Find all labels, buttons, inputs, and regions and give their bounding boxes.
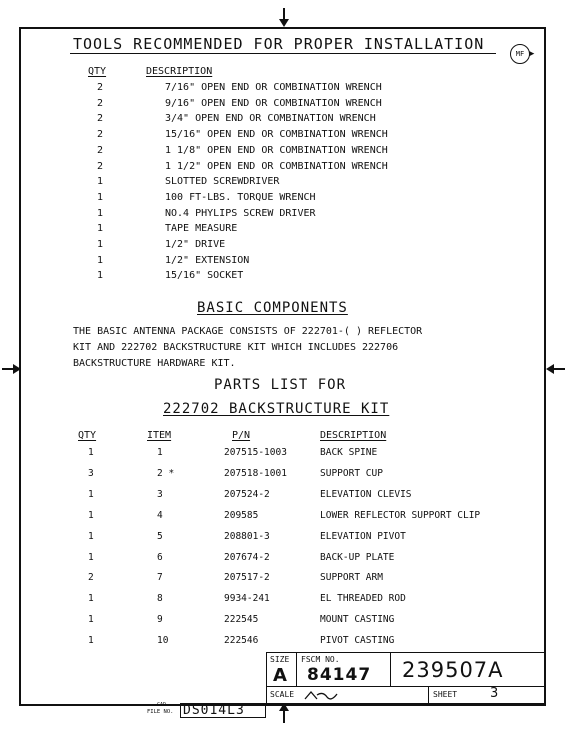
tools-desc-header: DESCRIPTION: [146, 66, 213, 77]
parts-item: 8: [157, 593, 163, 605]
fscm-label: FSCM NO.: [301, 655, 340, 664]
parts-desc: LOWER REFLECTOR SUPPORT CLIP: [320, 509, 481, 521]
tool-row: [0, 223, 567, 239]
scale-value: [303, 688, 343, 707]
parts-item: 6: [157, 551, 163, 563]
parts-pn: 222545: [224, 614, 259, 626]
tool-description: NO.4 PHYLIPS SCREW DRIVER: [165, 207, 316, 219]
basic-title: BASIC COMPONENTS: [197, 300, 348, 316]
tool-row: [0, 98, 567, 114]
tb-fscm-divider: [390, 652, 391, 686]
parts-item: 3: [157, 488, 163, 500]
parts-item: 4: [157, 509, 163, 521]
parts-row: [0, 552, 567, 572]
parts-title-2: 222702 BACKSTRUCTURE KIT: [163, 401, 390, 417]
parts-qty: 1: [88, 509, 94, 521]
tool-qty: 1: [97, 270, 104, 282]
parts-row: [0, 593, 567, 613]
tool-row: [0, 255, 567, 271]
scale-label: SCALE: [270, 690, 295, 699]
cad-file-number: DS014L3: [183, 703, 245, 718]
tool-qty: 1: [97, 207, 104, 219]
parts-qty: 1: [88, 635, 94, 647]
tool-row: [0, 113, 567, 129]
parts-pn-header: P/N: [232, 430, 251, 441]
parts-item: 1: [157, 447, 163, 458]
parts-qty: 1: [88, 551, 94, 563]
parts-qty: 1: [88, 488, 94, 500]
size-label: SIZE: [270, 655, 290, 664]
bottom-center-arrow: [278, 703, 290, 723]
size-value: A: [273, 665, 287, 686]
tool-qty: 2: [97, 160, 104, 172]
right-center-arrow: [545, 360, 565, 372]
parts-row: [0, 510, 567, 530]
tool-description: 9/16" OPEN END OR COMBINATION WRENCH: [165, 97, 382, 109]
basic-line-3: BACKSTRUCTURE HARDWARE KIT.: [73, 358, 236, 369]
tool-row: [0, 161, 567, 177]
parts-row: [0, 447, 567, 467]
mf-label: MF: [515, 50, 525, 58]
tool-description: 15/16" SOCKET: [165, 270, 244, 282]
tool-qty: 1: [97, 239, 104, 250]
parts-qty: 3: [88, 467, 94, 479]
tool-qty: 2: [97, 97, 104, 109]
parts-item: 7: [157, 572, 163, 584]
tools-title-rule: [70, 53, 496, 54]
parts-pn: 207524-2: [224, 488, 270, 500]
tb-sheet-divider: [428, 686, 429, 704]
parts-desc: SUPPORT CUP: [320, 467, 383, 479]
parts-desc: ELEVATION PIVOT: [320, 530, 406, 542]
parts-qty: 1: [88, 447, 94, 458]
parts-title-1: PARTS LIST FOR: [214, 377, 347, 393]
mf-mark: [510, 44, 530, 64]
tool-qty: 2: [97, 129, 104, 141]
tool-description: SLOTTED SCREWDRIVER: [165, 176, 280, 188]
tb-row-divider: [266, 686, 546, 687]
basic-line-1: THE BASIC ANTENNA PACKAGE CONSISTS OF 222701-( ) REFLECTOR: [73, 326, 423, 337]
parts-pn: 207515-1003: [224, 447, 287, 458]
parts-qty: 1: [88, 530, 94, 542]
tool-description: TAPE MEASURE: [165, 223, 238, 235]
tool-description: 3/4" OPEN END OR COMBINATION WRENCH: [165, 113, 376, 125]
drawing-number: 239507A: [402, 658, 504, 682]
tool-row: [0, 129, 567, 145]
tool-qty: 2: [97, 144, 104, 156]
parts-item: 9: [157, 614, 163, 626]
fscm-value: 84147: [307, 665, 372, 685]
parts-desc: BACK SPINE: [320, 447, 378, 458]
tool-description: 1/2" DRIVE: [165, 239, 226, 250]
parts-desc: BACK-UP PLATE: [320, 551, 395, 563]
parts-desc: EL THREADED ROD: [320, 593, 406, 605]
tb-size-divider: [296, 652, 297, 686]
top-center-arrow: [278, 8, 290, 28]
tool-description: 15/16" OPEN END OR COMBINATION WRENCH: [165, 129, 388, 141]
tool-qty: 1: [97, 254, 104, 266]
tool-row: [0, 145, 567, 161]
tool-qty: 2: [97, 113, 104, 125]
tools-qty-header: QTY: [88, 66, 107, 77]
parts-desc: MOUNT CASTING: [320, 614, 395, 626]
tool-qty: 1: [97, 176, 104, 188]
tool-qty: 1: [97, 223, 104, 235]
parts-pn: 207674-2: [224, 551, 270, 563]
parts-desc: ELEVATION CLEVIS: [320, 488, 412, 500]
parts-row: [0, 614, 567, 634]
tool-row: [0, 176, 567, 192]
tool-description: 1/2" EXTENSION: [165, 254, 250, 266]
parts-item: 2 *: [157, 467, 175, 479]
parts-item: 5: [157, 530, 163, 542]
parts-pn: 208801-3: [224, 530, 270, 542]
parts-qty-header: QTY: [78, 430, 97, 441]
tool-description: 1 1/2" OPEN END OR COMBINATION WRENCH: [165, 160, 388, 172]
parts-desc: SUPPORT ARM: [320, 572, 383, 584]
sheet-value: 3: [490, 686, 499, 701]
parts-pn: 207517-2: [224, 572, 270, 584]
tool-description: 100 FT-LBS. TORQUE WRENCH: [165, 191, 316, 203]
parts-pn: 9934-241: [224, 593, 270, 605]
parts-row: [0, 531, 567, 551]
parts-desc: PIVOT CASTING: [320, 635, 395, 647]
parts-row: [0, 572, 567, 592]
tool-row: [0, 192, 567, 208]
parts-pn: 222546: [224, 635, 259, 647]
parts-qty: 1: [88, 593, 94, 605]
cad-label-bottom: FILE NO.: [147, 709, 174, 715]
tool-qty: 1: [97, 191, 104, 203]
tools-title: TOOLS RECOMMENDED FOR PROPER INSTALLATION: [73, 35, 485, 53]
parts-item: 10: [157, 635, 169, 647]
parts-qty: 2: [88, 572, 94, 584]
tool-row: [0, 208, 567, 224]
tool-description: 1 1/8" OPEN END OR COMBINATION WRENCH: [165, 144, 388, 156]
sheet-label: SHEET: [433, 690, 458, 699]
parts-item-header: ITEM: [147, 430, 172, 441]
tool-row: [0, 239, 567, 255]
parts-row: [0, 489, 567, 509]
parts-row: [0, 468, 567, 488]
basic-line-2: KIT AND 222702 BACKSTRUCTURE KIT WHICH INCLUDES 222706: [73, 342, 399, 353]
parts-pn: 209585: [224, 509, 259, 521]
mf-arrow-icon: ▶: [529, 49, 535, 59]
tool-description: 7/16" OPEN END OR COMBINATION WRENCH: [165, 82, 382, 93]
tool-qty: 2: [97, 82, 104, 93]
parts-pn: 207518-1001: [224, 467, 287, 479]
tool-row: [0, 270, 567, 286]
cad-label-top: CAD: [157, 702, 167, 708]
tool-row: [0, 82, 567, 98]
parts-desc-header: DESCRIPTION: [320, 430, 387, 441]
parts-qty: 1: [88, 614, 94, 626]
